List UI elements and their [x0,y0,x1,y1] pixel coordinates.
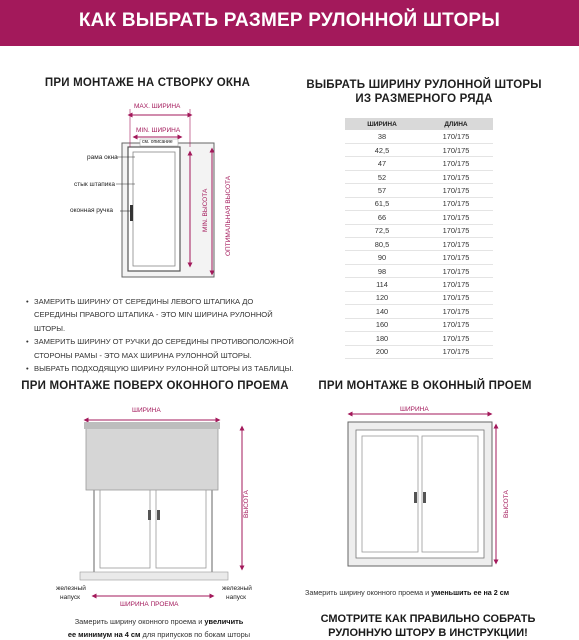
table-row [345,157,493,170]
length-cell: 170/175 [419,318,493,331]
window-sill [80,572,228,580]
length-cell: 170/175 [419,143,493,156]
frame-label: рама окна [87,154,118,161]
size-table [345,118,493,359]
length-cell: 170/175 [419,211,493,224]
handle-icon [130,205,133,221]
table-row [345,305,493,318]
table-row [345,318,493,331]
length-cell: 170/175 [419,332,493,345]
bead-joint-label: стык штапика [74,181,116,188]
sill-left-label-2: напуск [60,594,80,601]
table-row [345,197,493,210]
sash-heading: ПРИ МОНТАЖЕ НА СТВОРКУ ОКНА [44,77,251,89]
col-width-header: ШИРИНА [345,118,419,130]
length-cell: 170/175 [419,130,493,143]
system-note-label: см. описание [142,139,173,145]
inside-height-label: ВЫСОТА [503,490,510,518]
width-cell: 120 [345,291,419,304]
width-cell: 57 [345,184,419,197]
table-row [345,332,493,345]
sill-left-label-1: железный [56,585,86,592]
length-cell: 170/175 [419,345,493,358]
width-cell: 47 [345,157,419,170]
table-row [345,184,493,197]
table-row [345,264,493,277]
opening-width-label: ШИРИНА ПРОЕМА [120,601,179,608]
over-opening-diagram [60,400,270,610]
instruction-item: • ЗАМЕРИТЬ ШИРИНУ ОТ СЕРЕДИНЫ ЛЕВОГО ШТАПИКА ДО СЕРЕДИНЫ ПРАВОГО ШТАПИКА - ЭТО MIN ШИРИНА РУЛОННОЙ ШТОРЫ. [26,295,294,335]
inside-width-label: ШИРИНА [400,406,429,413]
sill-right-label-2: напуск [226,594,246,601]
roller-blind [86,424,218,490]
width-cell: 180 [345,332,419,345]
length-cell: 170/175 [419,305,493,318]
length-cell: 170/175 [419,197,493,210]
instruction-item: • ЗАМЕРИТЬ ШИРИНУ ОТ РУЧКИ ДО СЕРЕДИНЫ ПРОТИВОПОЛОЖНОЙ СТОРОНЫ РАМЫ - ЭТО MAX ШИРИНА РУЛОННОЙ ШТОРЫ. [26,335,294,362]
width-cell: 80,5 [345,238,419,251]
table-row [345,170,493,183]
title-banner [0,0,579,46]
table-row [345,224,493,237]
table-row [345,278,493,291]
table-row [345,238,493,251]
over-heading: ПРИ МОНТАЖЕ ПОВЕРХ ОКОННОГО ПРОЕМА [21,380,289,392]
inside-heading: ПРИ МОНТАЖЕ В ОКОННЫЙ ПРОЕМ [318,380,532,392]
table-row [345,130,493,143]
table-row [345,251,493,264]
table-row [345,291,493,304]
length-cell: 170/175 [419,238,493,251]
length-cell: 170/175 [419,291,493,304]
length-cell: 170/175 [419,278,493,291]
inside-caption: Замерить ширину оконного проема и уменьшить ее на 2 см [305,588,510,597]
max-width-label: MAX. ШИРИНА [134,103,181,110]
length-cell: 170/175 [419,251,493,264]
width-cell: 42,5 [345,143,419,156]
col-length-header: ДЛИНА [419,118,493,130]
width-cell: 72,5 [345,224,419,237]
width-cell: 200 [345,345,419,358]
sill-right-label-1: железный [222,585,252,592]
width-cell: 61,5 [345,197,419,210]
length-cell: 170/175 [419,264,493,277]
table-heading: ВЫБРАТЬ ШИРИНУ РУЛОННОЙ ШТОРЫ ИЗ РАЗМЕРНОГО РЯДА [306,79,542,105]
length-cell: 170/175 [419,170,493,183]
width-cell: 140 [345,305,419,318]
sash-instructions [26,295,294,375]
over-height-label: ВЫСОТА [243,490,250,518]
over-caption: Замерить ширину оконного проема и увеличить ее минимум на 4 см для припусков по бокам шторы [67,617,251,639]
width-cell: 114 [345,278,419,291]
width-cell: 90 [345,251,419,264]
page-title: КАК ВЫБРАТЬ РАЗМЕР РУЛОННОЙ ШТОРЫ [78,10,501,31]
width-cell: 38 [345,130,419,143]
over-width-label: ШИРИНА [132,407,161,414]
width-cell: 66 [345,211,419,224]
instruction-item: • ВЫБРАТЬ ПОДХОДЯЩУЮ ШИРИНУ РУЛОННОЙ ШТОРЫ ИЗ ТАБЛИЦЫ. [26,362,294,375]
table-row [345,211,493,224]
min-width-label: MIN. ШИРИНА [136,127,181,134]
width-cell: 52 [345,170,419,183]
handle-label: оконная ручка [70,207,114,214]
sash-window-diagram [0,95,290,295]
length-cell: 170/175 [419,184,493,197]
optimal-height-label: ОПТИМАЛЬНАЯ ВЫСОТА [225,175,232,256]
width-cell: 98 [345,264,419,277]
width-cell: 160 [345,318,419,331]
inside-opening-diagram [330,400,520,585]
table-row [345,143,493,156]
instructions-cta: СМОТРИТЕ КАК ПРАВИЛЬНО СОБРАТЬ РУЛОННУЮ ШТОРУ В ИНСТРУКЦИИ! [320,613,536,639]
length-cell: 170/175 [419,224,493,237]
min-height-label: MIN. ВЫСОТА [202,188,209,232]
table-row [345,345,493,358]
length-cell: 170/175 [419,157,493,170]
